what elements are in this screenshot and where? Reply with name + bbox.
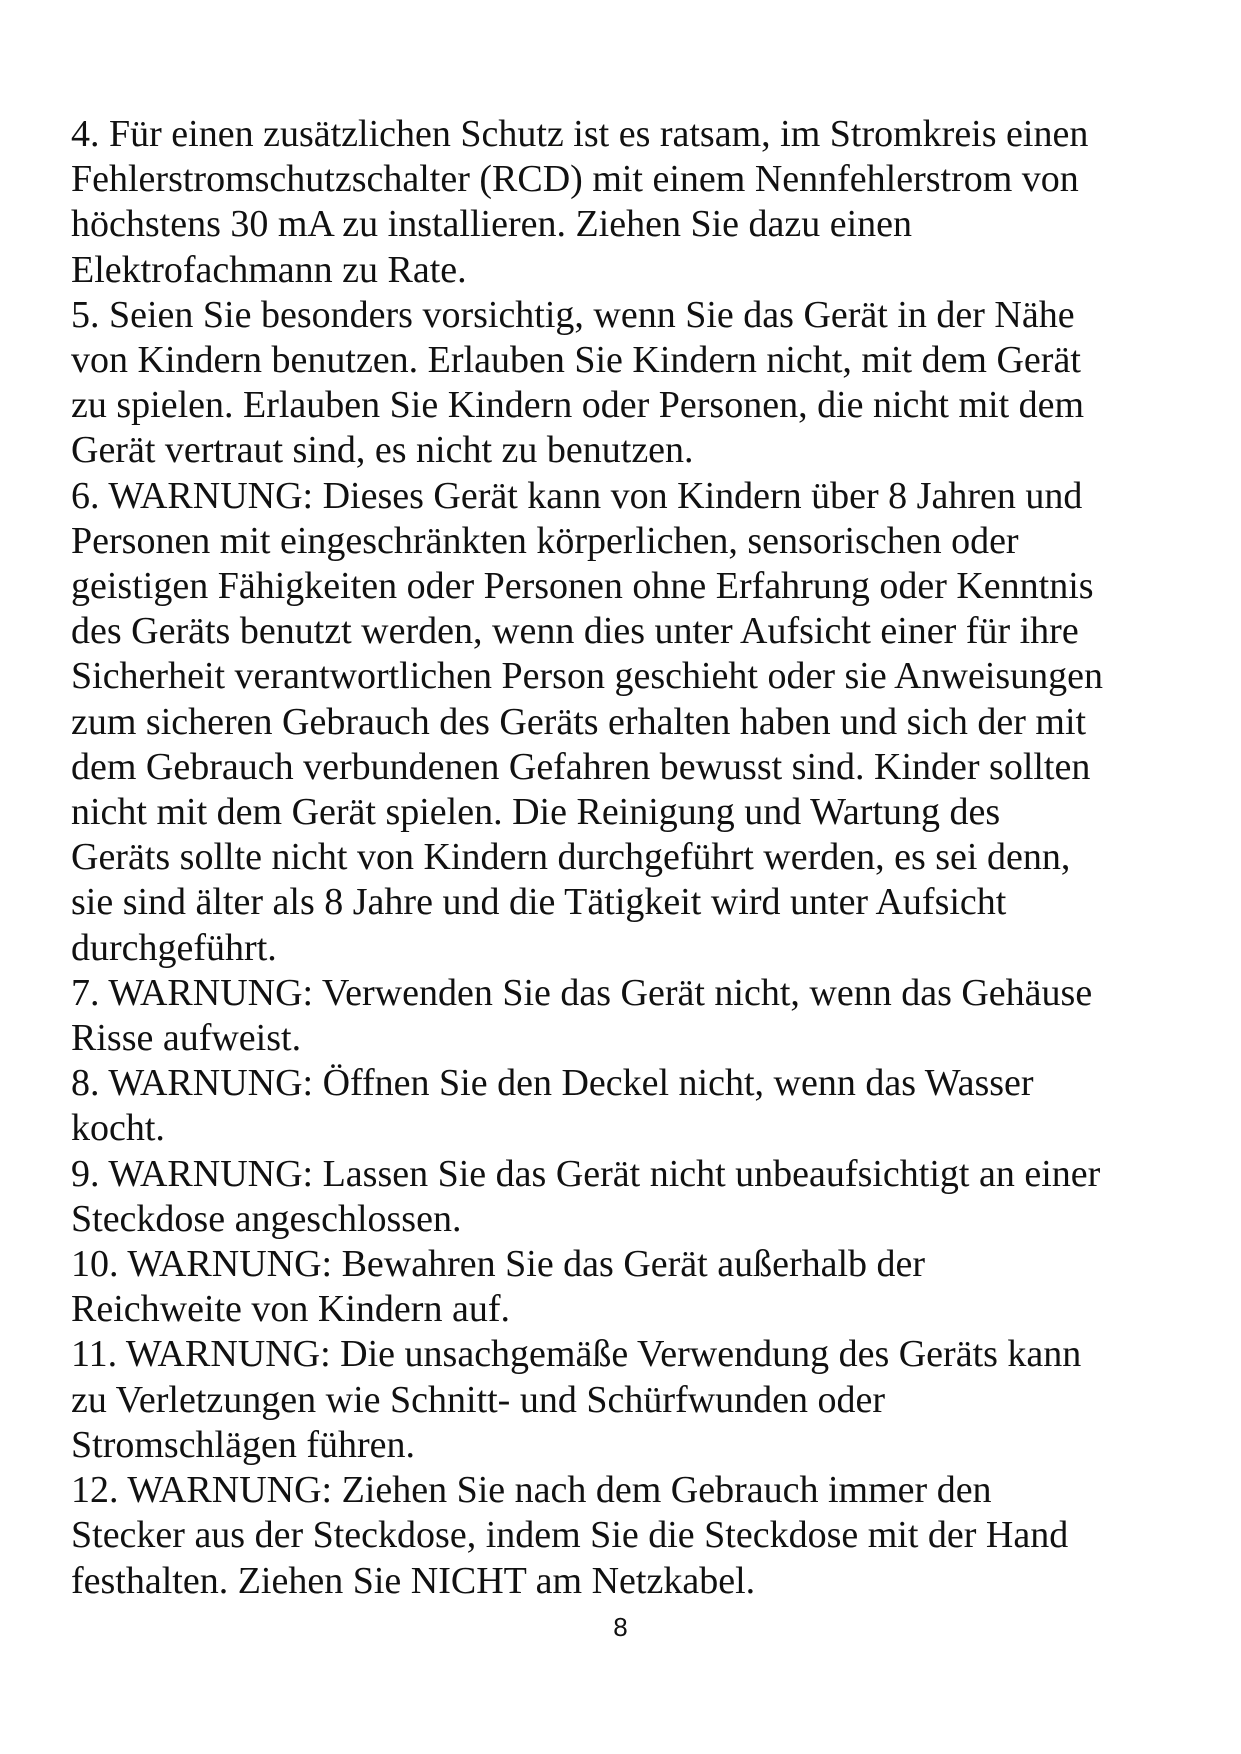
text-line: 8. WARNUNG: Öffnen Sie den Deckel nicht, wenn das Wasser — [71, 1062, 1034, 1105]
text-line: höchstens 30 mA zu installieren. Ziehen Sie dazu einen — [71, 203, 913, 246]
text-line: dem Gebrauch verbundenen Gefahren bewusst sind. Kinder sollten — [71, 745, 1091, 788]
paragraph-item-8 — [71, 1332, 1181, 1468]
text-line: Stecker aus der Steckdose, indem Sie die Steckdose mit der Hand — [71, 1514, 1069, 1557]
page-body — [71, 112, 1181, 1604]
text-line: Personen mit eingeschränkten körperlichen, sensorischen oder — [71, 519, 1019, 562]
page-number: 8 — [613, 1612, 628, 1642]
text-line: 9. WARNUNG: Lassen Sie das Gerät nicht unbeaufsichtigt an einer — [71, 1152, 1101, 1195]
text-line: Fehlerstromschutzschalter (RCD) mit einem Nennfehlerstrom von — [71, 158, 1079, 201]
text-line: Steckdose angeschlossen. — [71, 1197, 462, 1240]
text-line: geistigen Fähigkeiten oder Personen ohne Erfahrung oder Kenntnis — [71, 565, 1094, 608]
paragraph-item-9 — [71, 1468, 1181, 1604]
text-line: kocht. — [71, 1107, 165, 1150]
text-line: nicht mit dem Gerät spielen. Die Reinigung und Wartung des — [71, 791, 1001, 834]
text-line: festhalten. Ziehen Sie NICHT am Netzkabel. — [71, 1559, 756, 1602]
paragraph-item-3 — [71, 474, 1181, 971]
text-line: 12. WARNUNG: Ziehen Sie nach dem Gebrauch immer den — [71, 1469, 992, 1512]
text-line: des Geräts benutzt werden, wenn dies unter Aufsicht einer für ihre — [71, 610, 1079, 653]
text-line: 11. WARNUNG: Die unsachgemäße Verwendung des Geräts kann — [71, 1333, 1082, 1376]
paragraph-item-5 — [71, 1061, 1181, 1151]
text-line: zum sicheren Gebrauch des Geräts erhalten haben und sich der mit — [71, 700, 1087, 743]
text-line: Reichweite von Kindern auf. — [71, 1288, 510, 1331]
paragraph-item-4 — [71, 971, 1181, 1061]
text-line: Risse aufweist. — [71, 1017, 302, 1060]
text-line: durchgeführt. — [71, 926, 277, 969]
paragraph-item-2 — [71, 293, 1181, 474]
paragraph-item-1 — [71, 112, 1181, 293]
text-line: Stromschlägen führen. — [71, 1423, 416, 1466]
text-line: Sicherheit verantwortlichen Person geschieht oder sie Anweisungen — [71, 655, 1104, 698]
text-line: 7. WARNUNG: Verwenden Sie das Gerät nicht, wenn das Gehäuse — [71, 971, 1093, 1014]
text-line: von Kindern benutzen. Erlauben Sie Kindern nicht, mit dem Gerät — [71, 339, 1081, 382]
text-line: 4. Für einen zusätzlichen Schutz ist es ratsam, im Stromkreis einen — [71, 113, 1089, 155]
paragraph-item-6 — [71, 1152, 1181, 1242]
text-line: zu Verletzungen wie Schnitt- und Schürfwunden oder — [71, 1378, 885, 1421]
text-line: Geräts sollte nicht von Kindern durchgeführt werden, es sei denn, — [71, 836, 1071, 879]
paragraph-item-7 — [71, 1242, 1181, 1332]
text-line: 10. WARNUNG: Bewahren Sie das Gerät außerhalb der — [71, 1243, 926, 1286]
text-line: zu spielen. Erlauben Sie Kindern oder Personen, die nicht mit dem — [71, 384, 1085, 427]
text-line: 5. Seien Sie besonders vorsichtig, wenn Sie das Gerät in der Nähe — [71, 293, 1075, 336]
text-line: Gerät vertraut sind, es nicht zu benutzen. — [71, 429, 694, 472]
text-line: sie sind älter als 8 Jahre und die Tätigkeit wird unter Aufsicht — [71, 881, 1007, 924]
text-line: 6. WARNUNG: Dieses Gerät kann von Kindern über 8 Jahren und — [71, 474, 1083, 517]
text-line: Elektrofachmann zu Rate. — [71, 248, 467, 291]
